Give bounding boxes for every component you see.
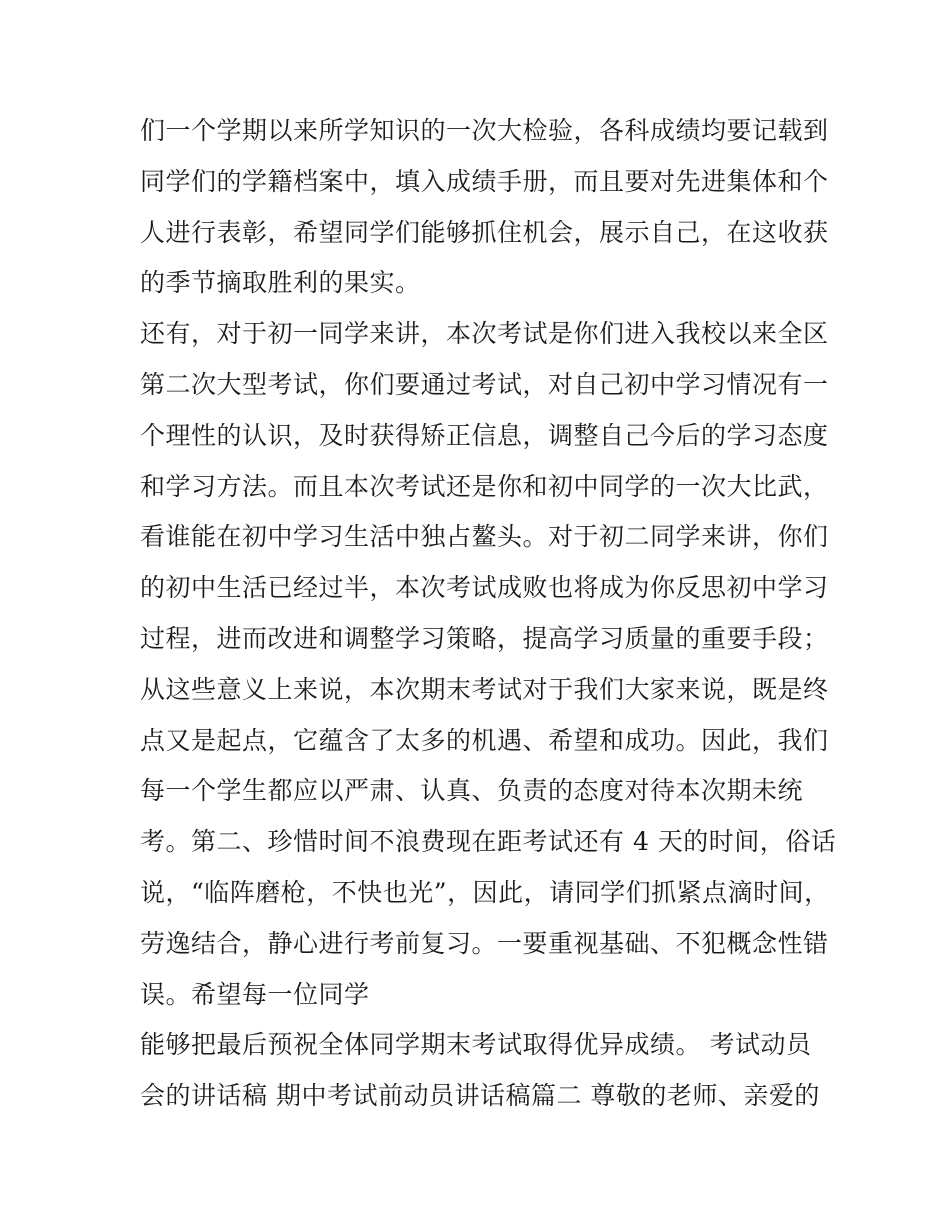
text-line-17: 劳逸结合，静心进行考前复习。一要重视基础、不犯概念性错: [140, 928, 829, 958]
text-line-15: 考。第二、珍惜时间不浪费现在距考试还有 4 天的时间，俗话: [140, 827, 837, 857]
text-line-9: 看谁能在初中学习生活中独占鳌头。对于初二同学来讲，你们: [140, 522, 829, 552]
text-line-11: 过程，进而改进和调整学习策略，提高学习质量的重要手段；: [140, 623, 829, 653]
text-line-4: 的季节摘取胜利的果实。: [140, 268, 421, 298]
text-line-13: 点又是起点，它蕴含了太多的机遇、希望和成功。因此，我们: [140, 725, 829, 755]
text-line-5: 还有，对于初一同学来讲，本次考试是你们进入我校以来全区: [140, 319, 829, 349]
text-line-19: 能够把最后预祝全体同学期末考试取得优异成绩。 考试动员: [140, 1030, 812, 1060]
body-text: [140, 106, 840, 1122]
text-line-6: 第二次大型考试，你们要通过考试，对自己初中学习情况有一: [140, 369, 829, 399]
text-line-20: 会的讲话稿 期中考试前动员讲话稿篇二 尊敬的老师、亲爱的: [140, 1081, 820, 1111]
text-line-16: 说，“临阵磨枪，不快也光”，因此，请同学们抓紧点滴时间，: [140, 877, 830, 907]
text-line-7: 个理性的认识，及时获得矫正信息，调整自己今后的学习态度: [140, 420, 829, 450]
text-line-14: 每一个学生都应以严肃、认真、负责的态度对待本次期未统: [140, 776, 804, 806]
text-line-18: 误。希望每一位同学: [140, 979, 370, 1009]
text-line-3: 人进行表彰，希望同学们能够抓住机会，展示自己，在这收获: [140, 217, 829, 247]
text-line-12: 从这些意义上来说，本次期末考试对于我们大家来说，既是终: [140, 674, 829, 704]
text-line-10: 的初中生活已经过半，本次考试成败也将成为你反思初中学习: [140, 573, 829, 603]
text-line-1: 们一个学期以来所学知识的一次大检验，各科成绩均要记载到: [140, 116, 829, 145]
text-line-8: 和学习方法。而且本次考试还是你和初中同学的一次大比武，: [140, 471, 829, 501]
text-line-2: 同学们的学籍档案中，填入成绩手册，而且要对先进集体和个: [140, 166, 829, 196]
